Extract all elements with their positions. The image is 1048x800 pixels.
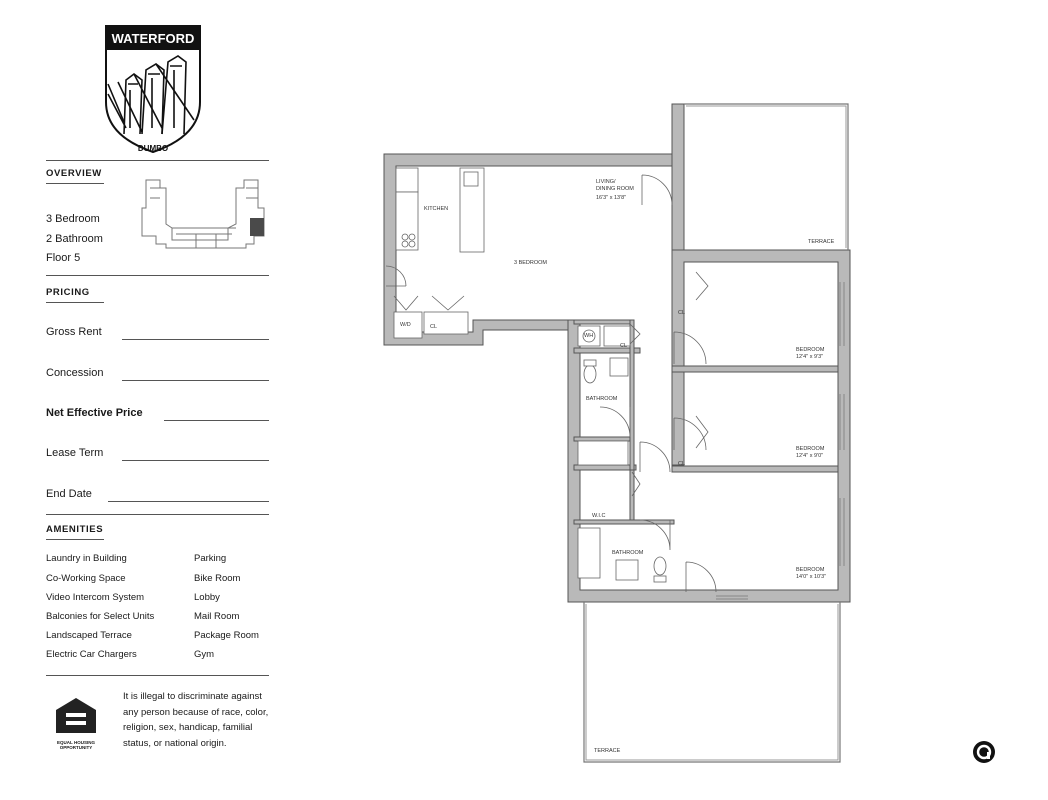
concession-label: Concession: [46, 367, 104, 379]
bathroom-1-label: BATHROOM: [586, 396, 618, 402]
closet-label: CL: [678, 310, 686, 316]
living-dim: 16'3" x 13'8": [596, 195, 627, 201]
overview-title: OVERVIEW: [46, 168, 104, 184]
info-sidebar: [0, 0, 280, 800]
fair-housing-disclaimer: It is illegal to discriminate against any person because of race, color, religion, sex, handicap, familial status, or national origin.: [123, 691, 269, 749]
equal-housing-text: EQUAL HOUSING OPPORTUNITY: [57, 740, 95, 750]
bedroom-1-label: BEDROOM: [796, 347, 825, 353]
amenity-item: Laundry in Building: [46, 553, 127, 564]
brand-location: DUMBO: [137, 144, 169, 153]
bedroom-2-label: BEDROOM: [796, 446, 825, 452]
amenity-item: Parking: [194, 553, 227, 564]
bathroom-2-label: BATHROOM: [612, 550, 644, 556]
bedroom-3-label: BEDROOM: [796, 567, 825, 573]
walk-in-closet-label: W.I.C: [592, 513, 606, 519]
overview-bathrooms: 2 Bathroom: [46, 233, 103, 245]
waterford-logo: [104, 24, 202, 154]
amenity-item: Package Room: [194, 630, 259, 641]
amenity-item: Landscaped Terrace: [46, 630, 132, 641]
gross-rent-value: [122, 339, 269, 340]
closet-label: CL: [678, 461, 686, 467]
bedroom-3-dim: 14'0" x 10'3": [796, 574, 827, 580]
lease-term-label: Lease Term: [46, 447, 104, 459]
divider: [46, 275, 269, 276]
amenity-item: Co-Working Space: [46, 573, 126, 584]
lease-term-value: [122, 460, 269, 461]
lease-term-field: [46, 447, 269, 461]
amenity-item: Balconies for Select Units: [46, 611, 155, 622]
closet-label: CL: [430, 324, 438, 330]
end-date-label: End Date: [46, 488, 92, 500]
net-effective-label: Net Effective Price: [46, 407, 143, 419]
floor-plan: [370, 95, 870, 775]
brand-name: WATERFORD: [111, 31, 195, 46]
concession-field: [46, 367, 269, 381]
net-effective-value: [164, 420, 269, 421]
divider: [46, 514, 269, 515]
concession-value: [122, 380, 269, 381]
gross-rent-label: Gross Rent: [46, 326, 102, 338]
equal-housing-icon: [46, 695, 106, 739]
terrace-top-label: TERRACE: [808, 239, 835, 245]
divider: [46, 675, 269, 676]
overview-bedrooms: 3 Bedroom: [46, 213, 100, 225]
amenity-item: Gym: [194, 649, 215, 660]
amenity-item: Lobby: [194, 592, 220, 603]
amenity-item: Electric Car Chargers: [46, 649, 137, 660]
overview-floor: Floor 5: [46, 252, 81, 264]
amenity-item: Mail Room: [194, 611, 240, 622]
gross-rent-field: [46, 326, 269, 340]
building-keyplan: [136, 178, 270, 252]
unit-highlight: [250, 218, 264, 236]
amenities-title: AMENITIES: [46, 524, 104, 540]
divider: [46, 160, 269, 161]
end-date-field: [46, 488, 269, 502]
terrace-bottom-label: TERRACE: [594, 748, 621, 754]
net-effective-field: [46, 407, 269, 421]
brand-badge-icon: [972, 740, 996, 764]
water-heater-label: WH: [584, 333, 594, 339]
wd-label: W/D: [400, 322, 411, 328]
bedroom-2-dim: 12'4" x 9'0": [796, 453, 824, 459]
bedroom-1-dim: 12'4" x 9'3": [796, 354, 824, 360]
end-date-value: [108, 501, 269, 502]
living-label: LIVING/ DINING ROOM: [596, 179, 634, 192]
closet-label: CL: [620, 343, 628, 349]
amenity-item: Bike Room: [194, 573, 241, 584]
amenity-item: Video Intercom System: [46, 592, 145, 603]
kitchen-label: KITCHEN: [424, 206, 449, 212]
pricing-title: PRICING: [46, 287, 104, 303]
three-bedroom-label: 3 BEDROOM: [514, 260, 548, 266]
